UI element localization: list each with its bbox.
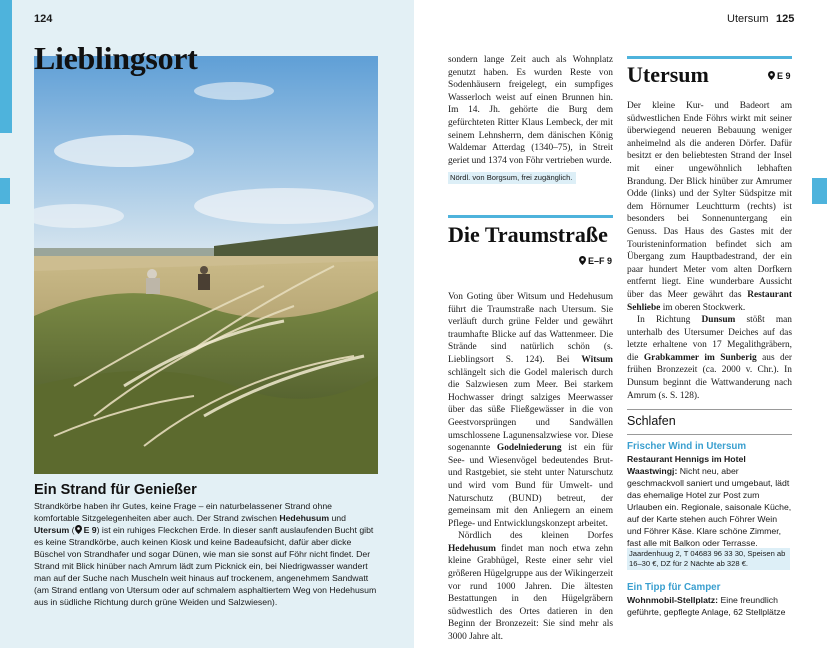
- column-text-top: [448, 54, 613, 167]
- text-run: Eine freundlich geführte, gepflegte Anlage, 62 Stellplätze: [627, 595, 786, 617]
- info-box-burg: Nördl. von Borgsum, frei zugänglich.: [448, 172, 576, 184]
- text-run: ) ist ein ruhiges Fleckchen Erde. In dieser sanft auslaufenden Bucht gibt es keine Strandkörbe, auch keinen Kiosk und keine Badeaufsicht, dafür aber dicke Büschel von Strandhafer und sogar Dünen, wie man sie sonst auf Föhr nicht findet. Der Strand mit Blick hinüber nach Amrum lädt zum Picknick ein, bei Niedrigwasser wandert man auf der Suche nach Muscheln weit hinaus auf trockenem, angenehmem Sandwatt (am Strand entlang von Utersum oder auf schmalem asphaltiertem Weg von Hedehusum aus in südliche Richtung durch grüne Weiden und Salzwiesen).: [34, 525, 377, 607]
- entry-text-camper: [627, 594, 792, 618]
- bold-term: Wohnmobil-Stellplatz:: [627, 595, 719, 605]
- info-box-hennigs: Jaardenhuug 2, T 04683 96 33 30, Speisen ab 16–30 €, DZ für 2 Nächte ab 328 €.: [627, 548, 790, 570]
- entry-title-hennigs: Frischer Wind in Utersum: [627, 441, 747, 452]
- page-number-right: 125: [776, 13, 795, 25]
- text-run: und: [329, 513, 346, 523]
- bold-term: E 9: [83, 525, 97, 535]
- text-run: Der kleine Kur- und Badeort am südwestlichen Ende Föhrs wirkt mit seiner überwiegend neueren Bebauung weniger anheimelnd als die anderen Dörfer. Dafür besitzt er den beliebtesten Strand der Insel mit einer ungewöhnlich lebhaften Brandung. Der Blick hinüber zur Amrumer Odde (links) und der Sylter Südspitze mit dem Hörnumer Leuchtturm (rechts) ist besonders bei Sonnenuntergang ein Genuss. Das Haus des Gastes mit der Touristeninformation befindet sich am Übergang zum Hauptbadestrand, der ein paar hundert Meter vom alten Dorfkern entfernt liegt. Eine wunderbare Aussicht über das Meer gewährt das: [627, 101, 792, 300]
- text-run: Strandkörbe haben ihr Gutes, keine Frage – ein naturbelassener Strand ohne komfortable Sitzgelegenheiten aber auch. Der Strand zwischen: [34, 501, 332, 523]
- text-run: (: [69, 525, 75, 535]
- map-pin-icon: [768, 71, 775, 80]
- text-run: findet man noch etwa zehn kleine Grabhügel, Reste einer sehr viel größeren Hügelgruppe aus der Wikingerzeit vor rund 1000 Jahren. Die ältesten Bestattungen in den Hügelgräbern südwestlich des Ortes datieren in den Beginn der Bronzezeit: Sie sind mehr als 3000 Jahre alt.: [448, 543, 613, 643]
- bold-term: Grabkammer im Sunberig: [643, 352, 757, 363]
- hero-photo: [34, 56, 378, 474]
- lieblingsort-title: Lieblingsort: [34, 40, 198, 76]
- caption-text: [34, 500, 378, 608]
- utersum-text: [627, 100, 792, 402]
- bold-term: Witsum: [581, 354, 613, 365]
- chapter-tab: [0, 0, 12, 133]
- section-title-traumstrasse: Die Traumstraße: [448, 222, 608, 247]
- location-traumstrasse: [579, 256, 612, 266]
- schlafen-heading: Schlafen: [627, 414, 676, 428]
- text-run: In Richtung: [637, 315, 702, 326]
- text-run: aus der frühen Bronzezeit (ca. 2000 v. Chr.). In Dunsum beginnt die Wattwanderung nach Amrum (s. S. 128).: [627, 352, 792, 401]
- entry-title-camper: Ein Tipp für Camper: [627, 582, 721, 593]
- text-run: ist ein für See- und Wiesenvögel bedeutendes Brut- und Rastgebiet, sie steht unter Naturschutz und wird vom Bund für Umwelt- und Naturschutz (BUND) betreut, der gemeinsam mit den Anliegern an einem Pflege- und Entwicklungskonzept arbeitet.: [448, 443, 613, 529]
- caption-heading: Ein Strand für Genießer: [34, 482, 197, 498]
- schlafen-rule: [627, 409, 792, 410]
- location-utersum: [768, 71, 791, 81]
- text-run: schlängelt sich die Godel malerisch durch die Salzwiesen zum Meer. Bei starkem Hochwasser dringt salziges Meerwasser über das süße Fließgewässer in die von Geestvorsprüngen und Sandwällen umschlossene Lagunensalzwiese vor. Diese sogenannte: [448, 367, 613, 454]
- section-rule-utersum: [627, 56, 792, 59]
- text-run: sondern lange Zeit auch als Wohnplatz genutzt haben. Es wurden Reste von Sodenhäusern freigelegt, ein sumpfiges Wasserloch weist auf einen Brunnen hin. Im 14. Jh. gehörte die Burg dem gefürchteten Ritter Klaus Lembeck, der mit seinem Lehnsherrn, dem dänischen König Waldemar Atterdag (1340–75), in Streit geriet und 1374 von Föhr vertrieben wurde.: [448, 55, 613, 166]
- section-rule-traumstrasse: [448, 215, 613, 218]
- bold-term: Hedehusum: [448, 543, 496, 554]
- bold-term: Godelniederung: [496, 443, 562, 454]
- bold-term: Restaurant Sehliebe: [627, 289, 792, 313]
- bold-term: Utersum: [34, 525, 70, 535]
- chapter-marker-right: [812, 178, 827, 204]
- map-pin-icon: [579, 256, 586, 265]
- text-run: Nördlich des kleinen Dorfes: [458, 531, 613, 542]
- bold-term: Hedehusum: [279, 513, 330, 523]
- bold-term: Restaurant Hennigs im Hotel Waastwingj:: [627, 454, 746, 476]
- location-label: E–F 9: [588, 256, 613, 266]
- text-run: Nicht neu, aber geschmackvoll saniert und umgebaut, lädt das ehemalige Hotel zur Post zum Urlauben ein. Regionale, saisonale Küche, auf der Karte stehen auch Föhrer Wein und Föhrer Käse. Klare schöne Zimmer, fast alle mit Balkon oder Terrasse.: [627, 466, 792, 548]
- text-run: stößt man unterhalb des Utersumer Deiches auf das letzte erhaltene von 17 Megalithgräbern, die: [627, 315, 792, 363]
- traumstrasse-text: [448, 291, 613, 644]
- running-head: Utersum: [727, 13, 769, 25]
- chapter-marker-left: [0, 178, 10, 204]
- text-run: im oberen Stockwerk.: [660, 302, 746, 313]
- bold-term: Dunsum: [701, 315, 736, 326]
- entry-text-hennigs: [627, 453, 792, 549]
- location-label: E 9: [777, 71, 791, 81]
- map-pin-icon: [75, 525, 82, 534]
- text-run: Von Goting über Witsum und Hedehusum führt die Traumstraße nach Utersum. Sie verläuft durch grüne Felder und gewährt traumhafte Blicke auf das Wattenmeer. Die Strände sind natürlich schön (s. Lieblingsort S. 124). Bei: [448, 292, 613, 365]
- page-number-left: 124: [34, 13, 53, 25]
- section-title-utersum: Utersum: [627, 62, 709, 87]
- schlafen-rule-bottom: [627, 434, 792, 435]
